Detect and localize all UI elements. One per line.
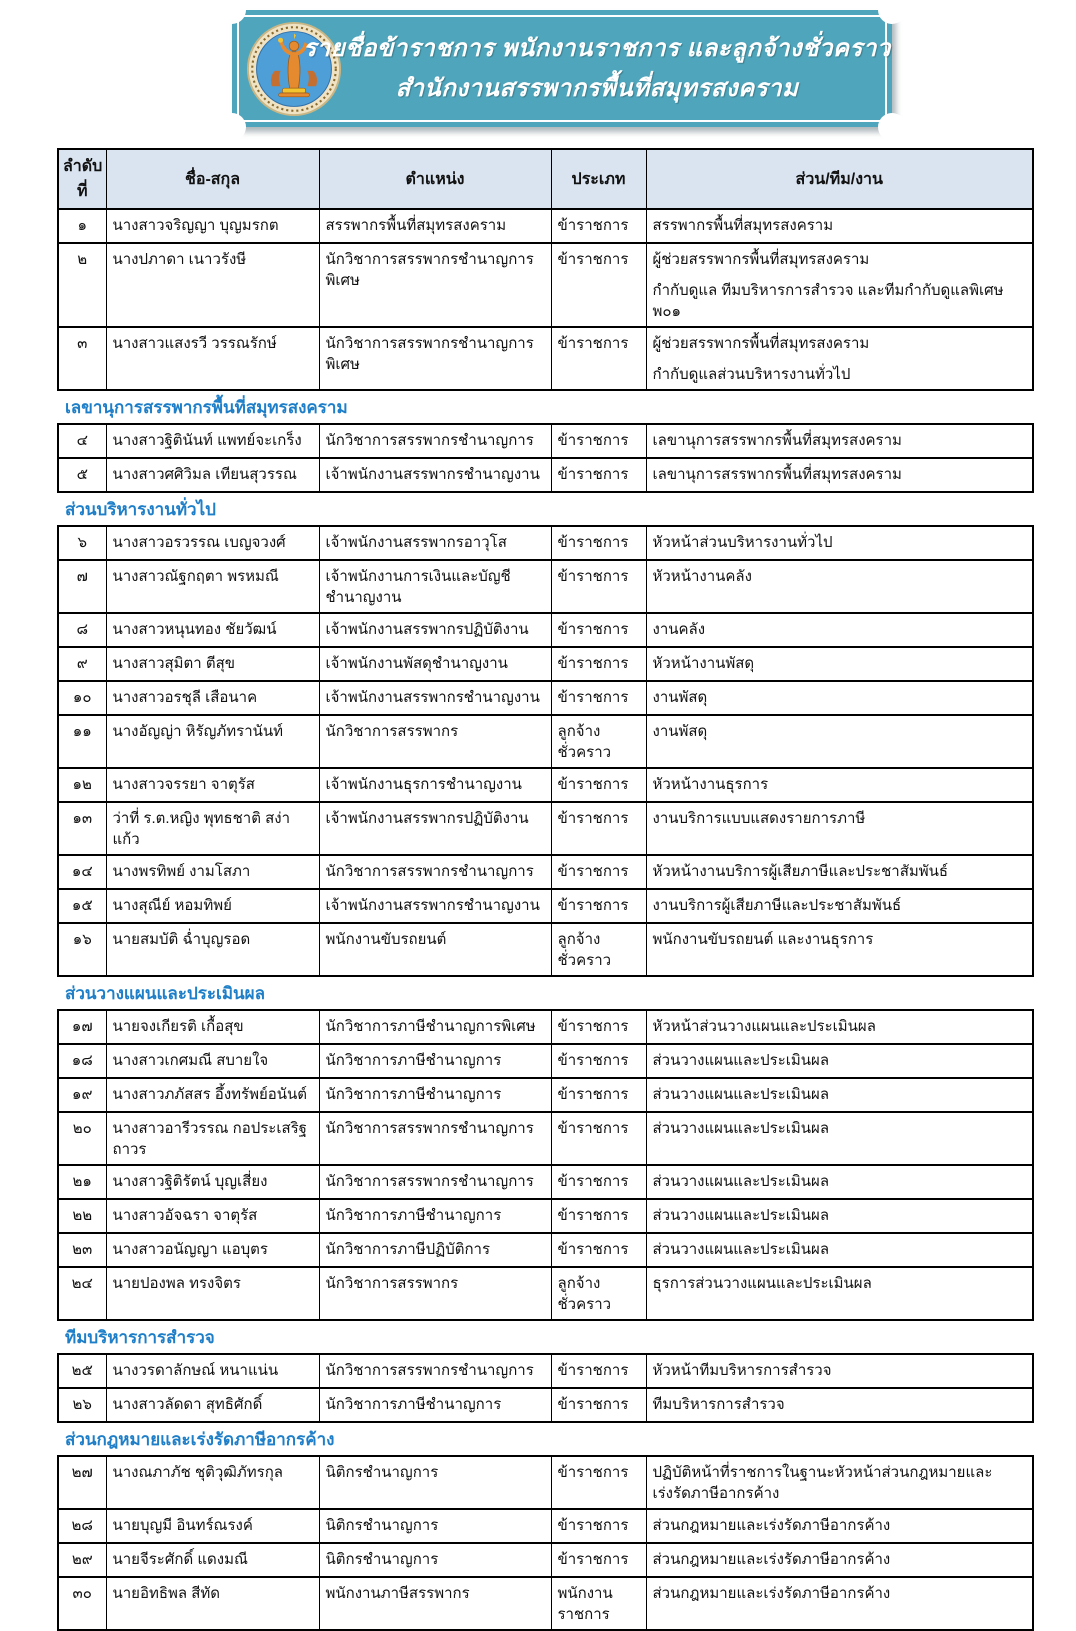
cell-position: เจ้าพนักงานสรรพากรปฏิบัติงาน [319, 613, 551, 647]
cell-type: ข้าราชการ [551, 243, 646, 327]
cell-type: ข้าราชการ [551, 209, 646, 243]
banner-title-line1: รายชื่อข้าราชการ พนักงานราชการ และลูกจ้างชั่วคราว [303, 34, 891, 62]
cell-unit [646, 458, 1033, 492]
roster-group [57, 1427, 1032, 1631]
table-row [58, 560, 1033, 613]
cell-unit [646, 1354, 1033, 1388]
unit-line: หัวหน้างานธุรการ [652, 776, 769, 793]
table-row [58, 209, 1033, 243]
cell-name: นางวรดาลักษณ์ หนาแน่น [106, 1354, 319, 1388]
cell-type: ลูกจ้างชั่วคราว [551, 923, 646, 976]
cell-type: ข้าราชการ [551, 768, 646, 802]
unit-line: เลขานุการสรรพากรพื้นที่สมุทรสงคราม [652, 466, 902, 483]
cell-type: ลูกจ้างชั่วคราว [551, 1267, 646, 1320]
table-row [58, 327, 1033, 390]
cell-name: นางสาวฐิติรัตน์ บุญเสี่ยง [106, 1165, 319, 1199]
cell-no: ๓ [58, 327, 106, 390]
roster-group [57, 497, 1032, 977]
unit-line: ส่วนวางแผนและประเมินผล [652, 1241, 830, 1258]
cell-name: นางสาวจรรยา จาตุรัส [106, 768, 319, 802]
table-header [58, 149, 1033, 209]
cell-position: นักวิชาการภาษีชำนาญการ [319, 1044, 551, 1078]
unit-line: ส่วนวางแผนและประเมินผล [652, 1207, 830, 1224]
cell-unit [646, 526, 1033, 560]
cell-unit [646, 560, 1033, 613]
cell-name: นางสาวอรชุลี เสือนาค [106, 681, 319, 715]
cell-position: นักวิชาการสรรพากรชำนาญการพิเศษ [319, 243, 551, 327]
cell-no: ๑๒ [58, 768, 106, 802]
cell-position: เจ้าพนักงานพัสดุชำนาญงาน [319, 647, 551, 681]
cell-unit [646, 715, 1033, 768]
cell-name: นางสาวฐิตินันท์ แพทย์จะเกร็ง [106, 424, 319, 458]
unit-line: เลขานุการสรรพากรพื้นที่สมุทรสงคราม [652, 432, 902, 449]
cell-type: ข้าราชการ [551, 681, 646, 715]
unit-line: ส่วนวางแผนและประเมินผล [652, 1173, 830, 1190]
unit-line: กำกับดูแล ทีมบริหารการสำรวจ และทีมกำกับดูแลพิเศษ พ๐๑ [652, 282, 1004, 320]
unit-line: ส่วนวางแผนและประเมินผล [652, 1086, 830, 1103]
cell-position: เจ้าพนักงานสรรพากรชำนาญงาน [319, 681, 551, 715]
cell-unit [646, 1577, 1033, 1630]
unit-line: ผู้ช่วยสรรพากรพื้นที่สมุทรสงคราม [652, 335, 870, 352]
table-row [58, 424, 1033, 458]
cell-unit [646, 1543, 1033, 1577]
unit-line: งานพัสดุ [652, 689, 708, 706]
table-row [58, 1543, 1033, 1577]
unit-line: ส่วนกฎหมายและเร่งรัดภาษีอากรค้าง [652, 1551, 891, 1568]
cell-unit [646, 424, 1033, 458]
roster-group [57, 148, 1032, 391]
table-row [58, 1078, 1033, 1112]
cell-unit [646, 1165, 1033, 1199]
cell-no: ๑ [58, 209, 106, 243]
roster-table [57, 148, 1034, 391]
cell-no: ๒๖ [58, 1388, 106, 1422]
cell-type: ข้าราชการ [551, 1456, 646, 1509]
header-row [58, 149, 1033, 209]
unit-line: ปฏิบัติหน้าที่ราชการในฐานะหัวหน้าส่วนกฎหมายและเร่งรัดภาษีอากรค้าง [652, 1464, 993, 1502]
table-row [58, 1199, 1033, 1233]
table-row [58, 1354, 1033, 1388]
cell-no: ๒๐ [58, 1112, 106, 1165]
cell-no: ๔ [58, 424, 106, 458]
cell-position: นักวิชาการสรรพากร [319, 715, 551, 768]
cell-type: ข้าราชการ [551, 424, 646, 458]
unit-line: กำกับดูแลส่วนบริหารงานทั่วไป [652, 366, 851, 383]
roster-table [57, 525, 1034, 977]
cell-no: ๒๕ [58, 1354, 106, 1388]
cell-type: ข้าราชการ [551, 613, 646, 647]
cell-unit [646, 613, 1033, 647]
cell-unit [646, 1199, 1033, 1233]
cell-position: เจ้าพนักงานสรรพากรชำนาญงาน [319, 889, 551, 923]
roster-table [57, 1353, 1034, 1423]
cell-name: นางสาวจริญญา บุญมรกต [106, 209, 319, 243]
cell-unit [646, 923, 1033, 976]
cell-no: ๑๖ [58, 923, 106, 976]
unit-line: ทีมบริหารการสำรวจ [652, 1396, 785, 1413]
cell-no: ๒๔ [58, 1267, 106, 1320]
cell-position: นิติกรชำนาญการ [319, 1509, 551, 1543]
table-row [58, 1577, 1033, 1630]
cell-name: นายจีระศักดิ์ แดงมณี [106, 1543, 319, 1577]
cell-type: ข้าราชการ [551, 526, 646, 560]
roster-group [57, 981, 1032, 1321]
unit-line: ส่วนวางแผนและประเมินผล [652, 1052, 830, 1069]
section-heading: ส่วนวางแผนและประเมินผล [65, 984, 266, 1003]
cell-unit [646, 1509, 1033, 1543]
column-header-name: ชื่อ-สกุล [106, 149, 319, 209]
cell-unit [646, 681, 1033, 715]
unit-line: สรรพากรพื้นที่สมุทรสงคราม [652, 217, 834, 234]
cell-name: นายอิทธิพล สีทัด [106, 1577, 319, 1630]
cell-type: ข้าราชการ [551, 560, 646, 613]
cell-no: ๘ [58, 613, 106, 647]
cell-no: ๑๘ [58, 1044, 106, 1078]
table-row [58, 855, 1033, 889]
cell-type: ข้าราชการ [551, 458, 646, 492]
cell-type: ข้าราชการ [551, 1543, 646, 1577]
cell-type: ข้าราชการ [551, 1112, 646, 1165]
cell-name: นายจงเกียรติ เกื้อสุข [106, 1010, 319, 1044]
table-row [58, 526, 1033, 560]
cell-unit [646, 327, 1033, 390]
cell-unit [646, 855, 1033, 889]
cell-position: นักวิชาการสรรพากรชำนาญการ [319, 1354, 551, 1388]
cell-no: ๑๕ [58, 889, 106, 923]
roster-group [57, 395, 1032, 493]
cell-no: ๙ [58, 647, 106, 681]
unit-line: หัวหน้าส่วนวางแผนและประเมินผล [652, 1018, 876, 1035]
cell-unit [646, 647, 1033, 681]
cell-position: นักวิชาการภาษีชำนาญการ [319, 1388, 551, 1422]
unit-line: หัวหน้างานคลัง [652, 568, 752, 585]
column-header-position: ตำแหน่ง [319, 149, 551, 209]
cell-type: ข้าราชการ [551, 1078, 646, 1112]
cell-unit [646, 1112, 1033, 1165]
cell-type: ข้าราชการ [551, 1044, 646, 1078]
cell-name: นางสาวลัดดา สุทธิศักดิ์ [106, 1388, 319, 1422]
cell-unit [646, 1233, 1033, 1267]
cell-name: นายปองพล ทรงจิตร [106, 1267, 319, 1320]
cell-type: ข้าราชการ [551, 1165, 646, 1199]
cell-position: เจ้าพนักงานสรรพากรปฏิบัติงาน [319, 802, 551, 855]
column-header-unit: ส่วน/ทีม/งาน [646, 149, 1033, 209]
table-row [58, 1456, 1033, 1509]
cell-name: นางสาวอนัญญา แอบุตร [106, 1233, 319, 1267]
cell-position: นักวิชาการภาษีชำนาญการ [319, 1199, 551, 1233]
table-row [58, 1010, 1033, 1044]
banner-title-line2: สำนักงานสรรพากรพื้นที่สมุทรสงคราม [395, 74, 799, 102]
cell-unit [646, 1078, 1033, 1112]
cell-no: ๑๗ [58, 1010, 106, 1044]
cell-unit [646, 1388, 1033, 1422]
cell-position: นักวิชาการภาษีชำนาญการพิเศษ [319, 1010, 551, 1044]
unit-line: ส่วนกฎหมายและเร่งรัดภาษีอากรค้าง [652, 1585, 891, 1602]
cell-type: ข้าราชการ [551, 647, 646, 681]
cell-unit [646, 243, 1033, 327]
cell-no: ๑๙ [58, 1078, 106, 1112]
cell-no: ๗ [58, 560, 106, 613]
cell-name: นางสาวอรวรรณ เบญจวงศ์ [106, 526, 319, 560]
cell-unit [646, 209, 1033, 243]
cell-no: ๑๔ [58, 855, 106, 889]
table-row [58, 1233, 1033, 1267]
unit-line: ส่วนกฎหมายและเร่งรัดภาษีอากรค้าง [652, 1517, 891, 1534]
table-row [58, 889, 1033, 923]
unit-line: หัวหน้างานพัสดุ [652, 655, 755, 672]
section-heading: ทีมบริหารการสำรวจ [65, 1328, 215, 1347]
cell-no: ๒๙ [58, 1543, 106, 1577]
cell-type: ลูกจ้างชั่วคราว [551, 715, 646, 768]
cell-type: ข้าราชการ [551, 855, 646, 889]
section-heading: เลขานุการสรรพากรพื้นที่สมุทรสงคราม [65, 398, 348, 417]
unit-line: งานพัสดุ [652, 723, 708, 740]
roster-group [57, 1325, 1032, 1423]
cell-name: นางสาวภภัสสร อึ้งทรัพย์อนันต์ [106, 1078, 319, 1112]
cell-name: นางสาวศศิวิมล เทียนสุวรรณ [106, 458, 319, 492]
cell-position: นักวิชาการสรรพากรชำนาญการพิเศษ [319, 327, 551, 390]
cell-type: ข้าราชการ [551, 802, 646, 855]
cell-no: ๒๗ [58, 1456, 106, 1509]
table-row [58, 1267, 1033, 1320]
cell-name: นางสาวเกศมณี สบายใจ [106, 1044, 319, 1078]
table-row [58, 647, 1033, 681]
cell-name: นางสุณีย์ หอมทิพย์ [106, 889, 319, 923]
cell-position: พนักงานภาษีสรรพากร [319, 1577, 551, 1630]
column-header-type: ประเภท [551, 149, 646, 209]
cell-position: เจ้าพนักงานสรรพากรชำนาญงาน [319, 458, 551, 492]
unit-line: พนักงานขับรถยนต์ และงานธุรการ [652, 931, 874, 948]
cell-no: ๓๐ [58, 1577, 106, 1630]
cell-type: ข้าราชการ [551, 1509, 646, 1543]
table-row [58, 681, 1033, 715]
cell-name: นายบุญมี อินทร์ณรงค์ [106, 1509, 319, 1543]
roster-table [57, 423, 1034, 493]
banner-title [232, 10, 892, 127]
unit-line: ผู้ช่วยสรรพากรพื้นที่สมุทรสงคราม [652, 251, 870, 268]
table-row [58, 1388, 1033, 1422]
cell-type: พนักงานราชการ [551, 1577, 646, 1630]
cell-unit [646, 1267, 1033, 1320]
cell-unit [646, 768, 1033, 802]
cell-unit [646, 1456, 1033, 1509]
cell-no: ๖ [58, 526, 106, 560]
title-banner [232, 10, 892, 127]
cell-no: ๕ [58, 458, 106, 492]
cell-position: นักวิชาการภาษีปฏิบัติการ [319, 1233, 551, 1267]
cell-type: ข้าราชการ [551, 1388, 646, 1422]
cell-position: นักวิชาการภาษีชำนาญการ [319, 1078, 551, 1112]
roster-table [57, 1455, 1034, 1631]
cell-position: พนักงานขับรถยนต์ [319, 923, 551, 976]
roster-content [57, 148, 1032, 1631]
table-row [58, 1044, 1033, 1078]
cell-name: นางอัญญ่า หิรัญภัทรานันท์ [106, 715, 319, 768]
cell-name: นางสาวแสงรวี วรรณรักษ์ [106, 327, 319, 390]
cell-name: นางพรทิพย์ งามโสภา [106, 855, 319, 889]
roster-table [57, 1009, 1034, 1321]
cell-name: ว่าที่ ร.ต.หญิง พุทธชาติ สง่าแก้ว [106, 802, 319, 855]
cell-position: นิติกรชำนาญการ [319, 1543, 551, 1577]
unit-line: หัวหน้าทีมบริหารการสำรวจ [652, 1362, 832, 1379]
cell-name: นางสาวณัฐกฤตา พรหมณี [106, 560, 319, 613]
cell-position: นักวิชาการสรรพากรชำนาญการ [319, 855, 551, 889]
cell-name: นางสาวอัจฉรา จาตุรัส [106, 1199, 319, 1233]
cell-no: ๑๐ [58, 681, 106, 715]
table-row [58, 1112, 1033, 1165]
cell-position: นักวิชาการสรรพากรชำนาญการ [319, 1112, 551, 1165]
cell-position: เจ้าพนักงานการเงินและบัญชีชำนาญงาน [319, 560, 551, 613]
table-row [58, 1165, 1033, 1199]
cell-type: ข้าราชการ [551, 1354, 646, 1388]
cell-no: ๒ [58, 243, 106, 327]
unit-line: หัวหน้างานบริการผู้เสียภาษีและประชาสัมพันธ์ [652, 863, 949, 880]
cell-position: นักวิชาการสรรพากร [319, 1267, 551, 1320]
cell-no: ๒๒ [58, 1199, 106, 1233]
cell-name: นางสาวอารีวรรณ กอประเสริฐถาวร [106, 1112, 319, 1165]
table-row [58, 1509, 1033, 1543]
column-header-no: ลำดับที่ [58, 149, 106, 209]
table-row [58, 768, 1033, 802]
table-row [58, 802, 1033, 855]
cell-no: ๒๑ [58, 1165, 106, 1199]
section-heading: ส่วนบริหารงานทั่วไป [65, 500, 216, 519]
cell-name: นางสาวสุมิตา ตีสุข [106, 647, 319, 681]
cell-type: ข้าราชการ [551, 1199, 646, 1233]
table-row [58, 923, 1033, 976]
table-row [58, 243, 1033, 327]
cell-position: เจ้าพนักงานสรรพากรอาวุโส [319, 526, 551, 560]
cell-unit [646, 1044, 1033, 1078]
cell-position: นิติกรชำนาญการ [319, 1456, 551, 1509]
table-row [58, 715, 1033, 768]
cell-position: นักวิชาการสรรพากรชำนาญการ [319, 424, 551, 458]
unit-line: ธุรการส่วนวางแผนและประเมินผล [652, 1275, 872, 1292]
unit-line: งานคลัง [652, 621, 706, 638]
cell-no: ๑๓ [58, 802, 106, 855]
cell-position: นักวิชาการสรรพากรชำนาญการ [319, 1165, 551, 1199]
cell-no: ๒๓ [58, 1233, 106, 1267]
cell-type: ข้าราชการ [551, 1233, 646, 1267]
cell-no: ๒๘ [58, 1509, 106, 1543]
unit-line: หัวหน้าส่วนบริหารงานทั่วไป [652, 534, 833, 551]
cell-unit [646, 1010, 1033, 1044]
cell-type: ข้าราชการ [551, 889, 646, 923]
cell-name: นางสาวหนุนทอง ชัยวัฒน์ [106, 613, 319, 647]
cell-position: สรรพากรพื้นที่สมุทรสงคราม [319, 209, 551, 243]
table-row [58, 458, 1033, 492]
unit-line: งานบริการแบบแสดงรายการภาษี [652, 810, 866, 827]
cell-position: เจ้าพนักงานธุรการชำนาญงาน [319, 768, 551, 802]
cell-type: ข้าราชการ [551, 1010, 646, 1044]
section-heading: ส่วนกฎหมายและเร่งรัดภาษีอากรค้าง [65, 1430, 335, 1449]
unit-line: งานบริการผู้เสียภาษีและประชาสัมพันธ์ [652, 897, 902, 914]
cell-type: ข้าราชการ [551, 327, 646, 390]
cell-name: นางณภาภัช ชุติวุฒิภัทรกุล [106, 1456, 319, 1509]
cell-unit [646, 889, 1033, 923]
unit-line: ส่วนวางแผนและประเมินผล [652, 1120, 830, 1137]
table-row [58, 613, 1033, 647]
cell-unit [646, 802, 1033, 855]
cell-name: นางปภาดา เนาวรังษี [106, 243, 319, 327]
cell-name: นายสมบัติ ฉ่ำบุญรอด [106, 923, 319, 976]
cell-no: ๑๑ [58, 715, 106, 768]
